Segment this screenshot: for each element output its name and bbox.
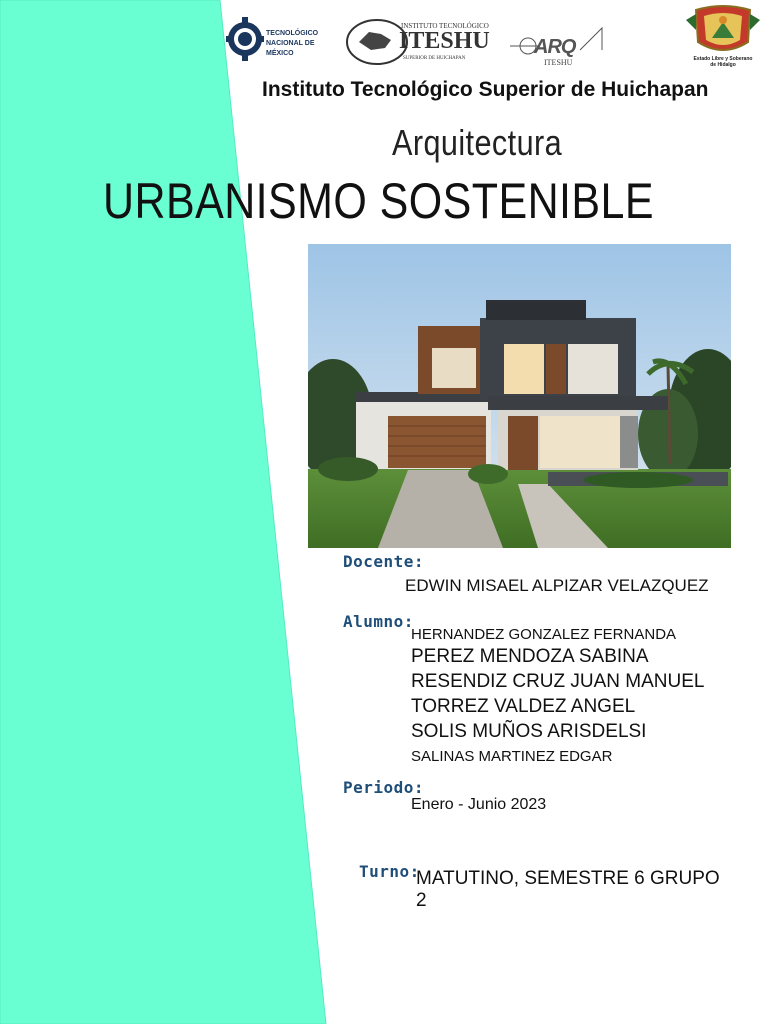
turno-value-line2: 2	[416, 890, 427, 911]
turno-label: Turno:	[359, 862, 420, 881]
hidalgo-crest	[684, 2, 762, 72]
arq-logo	[510, 20, 610, 70]
alumno-name-5: SOLIS MUÑOS ARISDELSI	[411, 721, 647, 742]
tecnm-line1: TECNOLÓGICO	[266, 30, 319, 37]
periodo-label: Periodo:	[343, 778, 425, 797]
hidalgo-line2: de Hidalgo	[710, 62, 736, 68]
alumno-name-2: PEREZ MENDOZA SABINA	[411, 646, 649, 667]
alumno-label: Alumno:	[343, 612, 414, 631]
alumno-name-6: SALINAS MARTINEZ EDGAR	[411, 748, 613, 765]
tecnm-logo	[226, 14, 344, 64]
periodo-value: Enero - Junio 2023	[411, 796, 547, 813]
house-photo	[308, 244, 731, 548]
alumno-name-3: RESENDIZ CRUZ JUAN MANUEL	[411, 671, 705, 692]
tecnm-gear-icon	[226, 14, 264, 64]
docente-name: EDWIN MISAEL ALPIZAR VELAZQUEZ	[405, 576, 709, 595]
course-title: URBANISMO SOSTENIBLE	[103, 173, 655, 229]
arq-mark: ARQ	[534, 36, 576, 58]
hidalgo-line1: Estado Libre y Soberano	[693, 56, 753, 62]
iteshu-top-text: INSTITUTO TECNOLÓGICO	[401, 22, 489, 30]
iteshu-bottom-text: SUPERIOR DE HUICHAPAN	[403, 56, 466, 61]
tecnm-line2: NACIONAL DE MÉXICO	[266, 40, 315, 57]
iteshu-logo	[345, 16, 497, 68]
docente-label: Docente:	[343, 552, 425, 571]
alumno-name-4: TORREZ VALDEZ ANGEL	[411, 696, 636, 717]
hidalgo-shield-icon	[684, 2, 762, 58]
career-title: Arquitectura	[392, 122, 563, 163]
arq-sub: ITESHU	[544, 58, 573, 67]
institution-name: Instituto Tecnológico Superior de Huichapan	[262, 78, 709, 101]
alumno-name-1: HERNANDEZ GONZALEZ FERNANDA	[411, 626, 677, 643]
iteshu-name: ITESHU	[399, 28, 490, 54]
turno-value-line1: MATUTINO, SEMESTRE 6 GRUPO	[416, 868, 720, 889]
